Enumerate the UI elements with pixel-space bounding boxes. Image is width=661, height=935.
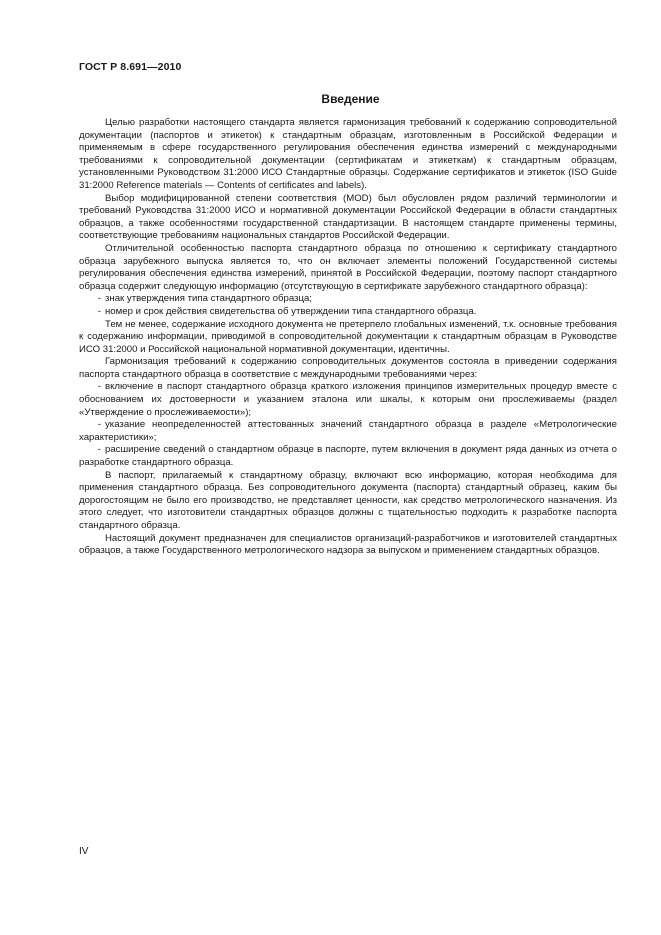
dash-marker: - xyxy=(97,419,101,431)
list-item-text: указание неопределенностей аттестованных значений стандартного образца в разделе «Метрологические характеристики»; xyxy=(79,419,617,443)
page-number: IV xyxy=(79,846,89,857)
list-item-text: номер и срок действия свидетельства об утверждении типа стандартного образца. xyxy=(105,305,477,317)
paragraph: Выбор модифицированной степени соответствия (MOD) был обусловлен рядом различий терминологии и требований Руководства 31:2000 ИСО и нормативной документации Российской Федерации в области стандартных образцов, а также особенностями государственной стандартизации. В настоящем стандарте применены термины, соответствующие требованиям национальных стандартов Российской Федерации. xyxy=(79,192,617,242)
list-item xyxy=(79,444,617,469)
body-text xyxy=(79,117,617,558)
paragraph: Целью разработки настоящего стандарта является гармонизация требований к содержанию сопроводительной документации (паспортов и этикеток) к стандартным образцам, изготовленным в Российской Федерации и применяемым в сфере государственного регулирования обеспечения единства измерений с международными требованиями к сопроводительной документации (сертификатам и этикеткам) к стандартным образцам, установленными Руководством 31:2000 ИСО Стандартные образцы. Содержание сертификатов и этикеток (ISO Guide 31:2000 Reference materials — Contents of certificates and labels). xyxy=(79,117,617,191)
paragraph: Тем не менее, содержание исходного документа не претерпело глобальных изменений, т.к. основные требования к содержанию информации, приводимой в сопроводительной документации к стандартным образцам в Руководстве ИСО 31:2000 и Российской национальной нормативной документации, идентичны. xyxy=(79,318,617,355)
list-item xyxy=(79,419,617,444)
paragraph: Гармонизация требований к содержанию сопроводительных документов состояла в приведении содержания паспорта стандартного образца в соответствие с международными требованиями через: xyxy=(79,356,617,380)
document-header: ГОСТ Р 8.691—2010 xyxy=(79,61,182,73)
dash-marker: - xyxy=(97,293,101,305)
list-item-text: знак утверждения типа стандартного образца; xyxy=(105,293,312,305)
paragraph: В паспорт, прилагаемый к стандартному образцу, включают всю информацию, которая необходима для применения стандартного образца. Без сопроводительного документа (паспорта) стандартный образец, каким бы дорогостоящим не было его производство, не представляет ценности, как средство метрологического назначения. Из этого следует, что изготовители стандартных образцов должны с тщательностью подходить к разработке паспорта стандартного образца. xyxy=(79,469,617,531)
paragraph: Отличительной особенностью паспорта стандартного образца по отношению к сертификату стандартного образца зарубежного выпуска является то, что он включает элементы положений Государственной системы регулирования обеспечения единства измерений, принятой в Российской Федерации, поэтому паспорт стандартного образца содержит следующую информацию (отсутствующую в сертификате зарубежного стандартного образца): xyxy=(79,242,617,292)
dash-marker: - xyxy=(97,305,101,317)
list-item xyxy=(79,381,617,419)
list-item xyxy=(79,293,617,306)
paragraph: Настоящий документ предназначен для специалистов организаций-разработчиков и изготовителей стандартных образцов, а также Государственного метрологического надзора за выпуском и применением стандартных образцов. xyxy=(79,532,617,557)
section-title: Введение xyxy=(321,92,380,106)
list-item-text: расширение сведений о стандартном образце в паспорте, путем включения в документ ряда данных из отчета о разработке стандартного образца. xyxy=(79,444,617,469)
dash-marker: - xyxy=(97,381,101,393)
dash-marker: - xyxy=(97,444,101,456)
list-item xyxy=(79,306,617,319)
list-item-text: включение в паспорт стандартного образца краткого изложения принципов измерительных процедур вместе с обоснованием их достоверности и указанием эталона или шкалы, к которым они прослеживаемы (раздел «Утверждение о прослеживаемости»); xyxy=(79,381,617,418)
